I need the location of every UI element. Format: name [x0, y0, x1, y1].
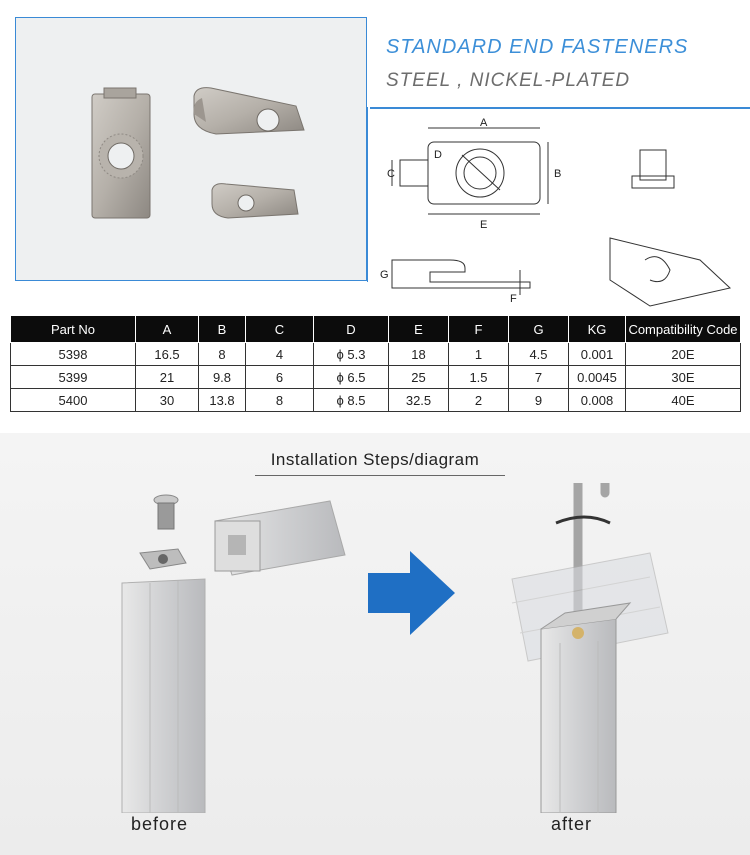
- column-header: F: [449, 316, 509, 343]
- table-cell: 5399: [11, 366, 136, 389]
- table-row: [11, 389, 741, 412]
- table-cell: 30E: [626, 366, 741, 389]
- dim-label-b: B: [554, 168, 562, 180]
- table-cell: 9: [509, 389, 569, 412]
- end-fastener-image: [140, 549, 186, 569]
- table-cell: 7: [509, 366, 569, 389]
- table-cell: ϕ 6.5: [314, 366, 389, 389]
- table-cell: 2: [449, 389, 509, 412]
- table-cell: 0.001: [569, 343, 626, 366]
- table-header-row: [11, 316, 741, 343]
- hook-fastener-image-small: [212, 184, 298, 218]
- table-cell: ϕ 8.5: [314, 389, 389, 412]
- flat-fastener-image: [92, 88, 150, 218]
- product-material: STEEL , NICKEL-PLATED: [386, 70, 631, 91]
- spec-table: [10, 315, 741, 412]
- table-cell: 0.0045: [569, 366, 626, 389]
- table-cell: 1.5: [449, 366, 509, 389]
- table-cell: 4.5: [509, 343, 569, 366]
- table-row: [11, 366, 741, 389]
- dim-label-c: C: [387, 168, 395, 180]
- table-cell: 5400: [11, 389, 136, 412]
- table-cell: 0.008: [569, 389, 626, 412]
- vertical-divider: [367, 107, 368, 282]
- installation-title: Installation Steps/diagram: [270, 450, 480, 469]
- table-cell: 16.5: [136, 343, 199, 366]
- table-cell: 9.8: [199, 366, 246, 389]
- table-cell: 6: [246, 366, 314, 389]
- dim-label-e: E: [480, 219, 488, 231]
- table-cell: 32.5: [389, 389, 449, 412]
- title-divider: [370, 107, 750, 109]
- table-cell: ϕ 5.3: [314, 343, 389, 366]
- table-cell: 5398: [11, 343, 136, 366]
- dim-label-d: D: [434, 149, 442, 161]
- hook-fastener-image-large: [194, 88, 304, 134]
- product-title: STANDARD END FASTENERS: [386, 36, 689, 58]
- table-cell: 20E: [626, 343, 741, 366]
- column-header: B: [199, 316, 246, 343]
- horizontal-profile-before: [215, 501, 345, 575]
- arrow-right-icon: [368, 551, 455, 635]
- table-cell: 40E: [626, 389, 741, 412]
- table-cell: 30: [136, 389, 199, 412]
- column-header: E: [389, 316, 449, 343]
- table-cell: 18: [389, 343, 449, 366]
- column-header: D: [314, 316, 389, 343]
- before-label: before: [131, 814, 189, 834]
- after-label: after: [551, 814, 593, 834]
- table-cell: 13.8: [199, 389, 246, 412]
- column-header: A: [136, 316, 199, 343]
- vertical-profile-before: [122, 579, 205, 813]
- column-header: Part No: [11, 316, 136, 343]
- dim-label-g: G: [380, 269, 389, 281]
- column-header: C: [246, 316, 314, 343]
- column-header: KG: [569, 316, 626, 343]
- technical-drawing: [370, 110, 750, 310]
- table-cell: 21: [136, 366, 199, 389]
- table-cell: 25: [389, 366, 449, 389]
- table-row: [11, 343, 741, 366]
- dim-label-a: A: [480, 117, 488, 129]
- table-cell: 8: [199, 343, 246, 366]
- installation-title-underline: [255, 475, 505, 476]
- table-cell: 4: [246, 343, 314, 366]
- product-photo: [15, 17, 367, 281]
- column-header: G: [509, 316, 569, 343]
- installation-section: [0, 433, 750, 855]
- screw-image: [154, 495, 178, 529]
- dim-label-f: F: [510, 293, 517, 305]
- column-header: Compatibility Code: [626, 316, 741, 343]
- table-cell: 1: [449, 343, 509, 366]
- table-cell: 8: [246, 389, 314, 412]
- title-block: [370, 22, 750, 110]
